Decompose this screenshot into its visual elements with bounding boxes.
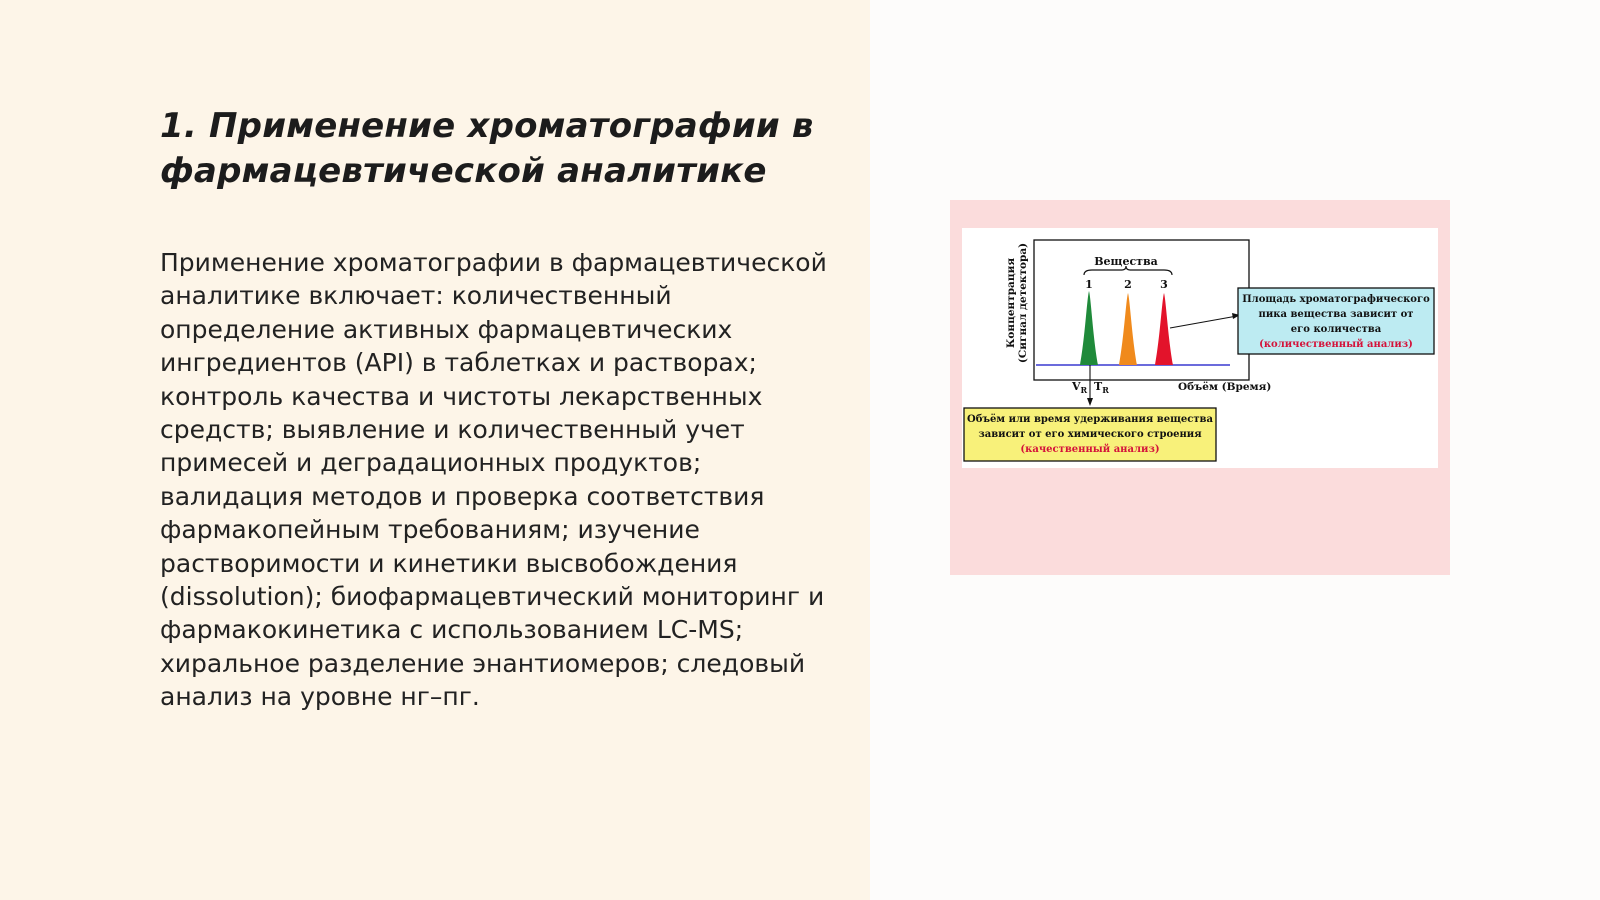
tr-label [1094,380,1109,395]
vr-letter: V [1072,380,1081,393]
chromatogram-figure [962,228,1438,468]
substances-label: Вещества [1094,255,1158,268]
x-axis-label: Объём (Время) [1178,381,1272,393]
slide-title: 1. Применение хроматографии в фармацевтической аналитике [160,106,814,191]
peak-label-3: 3 [1160,278,1168,291]
quantitative-line-4: (количественный анализ) [1259,339,1413,350]
quantitative-line-2: пика вещества зависит от [1258,309,1414,320]
vr-subscript: R [1080,385,1088,395]
vr-label [1071,380,1088,395]
retention-marker-arrowhead [1087,398,1093,406]
y-axis-label-line2: (Сигнал детектора) [1017,242,1029,364]
peak-label-2: 2 [1124,278,1132,291]
y-axis-label-line1: Концентрация [1005,257,1017,349]
quantitative-line-3: его количества [1290,324,1382,335]
tr-subscript: R [1102,385,1109,395]
qualitative-line-2: зависит от его химического строения [978,429,1202,440]
figure-frame [950,200,1450,575]
quantitative-line-1: Площадь хроматографического [1242,294,1430,305]
peak-label-1: 1 [1085,278,1093,291]
qualitative-line-1: Объём или время удерживания вещества [967,414,1213,425]
chromatogram-diagram [962,228,1438,468]
tr-letter: T [1094,380,1103,393]
slide-body-text: Применение хроматографии в фармацевтической аналитике включает: количественный определение активных фармацевтических ингредиентов (API) в таблетках и растворах; контроль качества и чистоты лекарственных средств; выявление и количественный учет примесей и деградационных продуктов; валидация методов и проверка соответствия фармакопейным требованиям; изучение растворимости и кинетики высвобождения (dissolution); биофармацевтический мониторинг и фармакокинетика с использованием LC-MS; хиральное разделение энантиомеров; следовый анализ на уровне нг–пг. [160,248,827,712]
qualitative-line-3: (качественный анализ) [1020,444,1160,455]
